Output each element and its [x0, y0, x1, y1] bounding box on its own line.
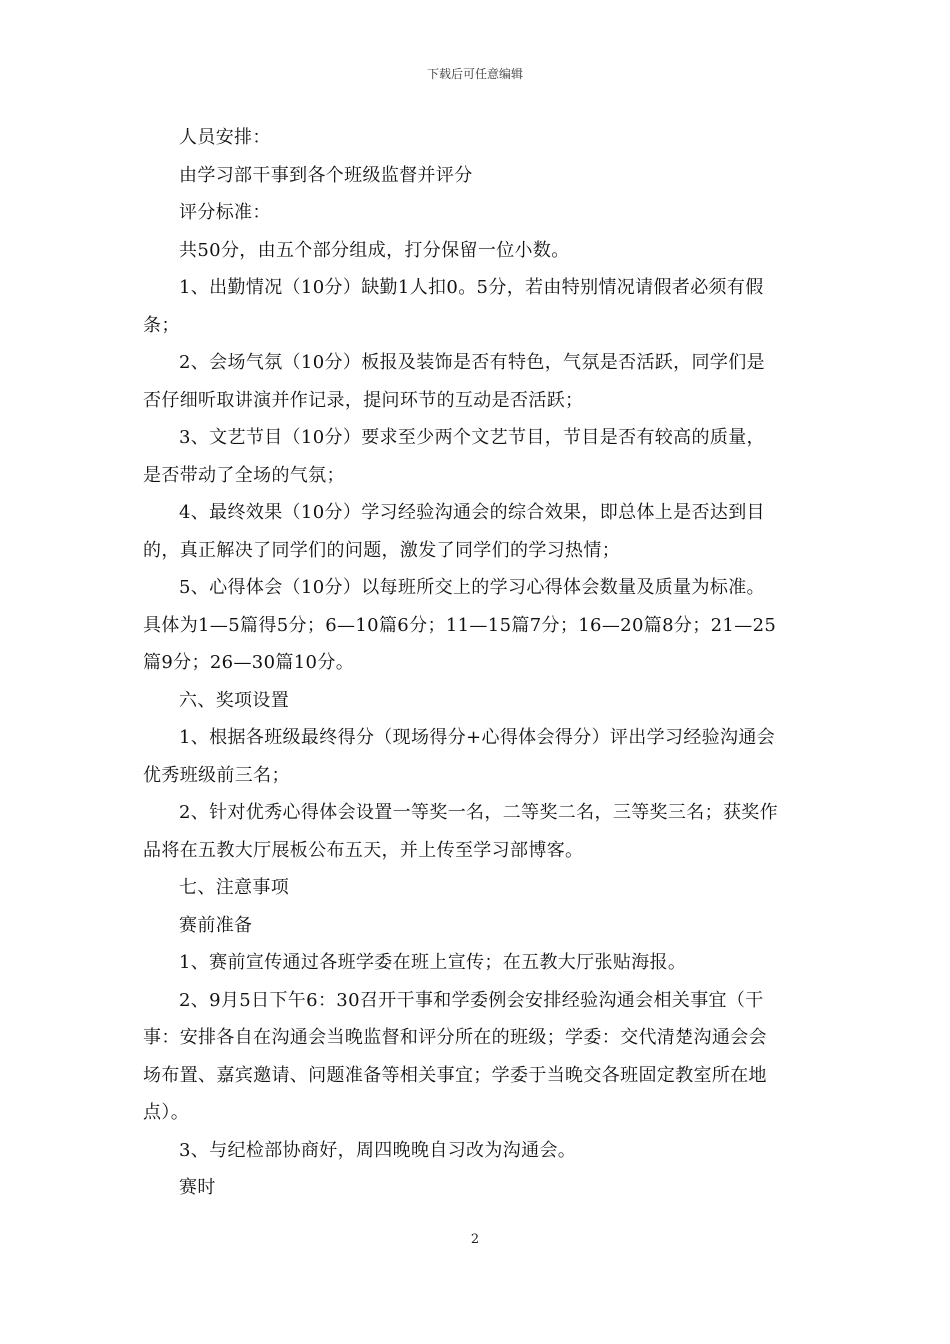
- text-line: 优秀班级前三名；: [143, 764, 290, 786]
- text-line: 共50分，由五个部分组成，打分保留一位小数。: [179, 239, 570, 261]
- page-number: 2: [470, 1232, 480, 1247]
- text-line: 3、与纪检部协商好，周四晚晚自习改为沟通会。: [179, 1139, 577, 1161]
- text-line: 2、会场气氛（10分）板报及装饰是否有特色，气氛是否活跃，同学们是: [179, 352, 765, 373]
- text-line: 人员安排：: [179, 127, 271, 148]
- subsection-heading: 赛时: [179, 1177, 216, 1198]
- section-heading: 六、奖项设置: [179, 689, 290, 711]
- text-line: 是否带动了全场的气氛；: [143, 464, 345, 486]
- subsection-heading: 赛前准备: [179, 914, 253, 936]
- text-line: 具体为1—5篇得5分；6—10篇6分；11—15篇7分；16—20篇8分；21—25: [143, 614, 777, 636]
- text-line: 3、文艺节目（10分）要求至少两个文艺节目，节目是否有较高的质量，: [179, 427, 765, 448]
- text-line: 场布置、嘉宾邀请、问题准备等相关事宜；学委于当晚交各班固定教室所在地: [143, 1064, 767, 1086]
- text-line: 事：安排各自在沟通会当晚监督和评分所在的班级；学委：交代清楚沟通会会: [143, 1027, 767, 1048]
- text-line: 1、根据各班级最终得分（现场得分+心得体会得分）评出学习经验沟通会: [179, 727, 776, 748]
- text-line: 1、出勤情况（10分）缺勤1人扣0。5分，若由特别情况请假者必须有假: [179, 277, 764, 298]
- text-line: 2、针对优秀心得体会设置一等奖一名，二等奖二名，三等奖三名；获奖作: [179, 802, 778, 823]
- document-body: [143, 119, 809, 1207]
- text-line: 品将在五教大厅展板公布五天，并上传至学习部博客。: [143, 839, 584, 861]
- text-line: 由学习部干事到各个班级监督并评分: [179, 164, 473, 186]
- text-line: 点）。: [143, 1102, 190, 1123]
- text-line: 1、赛前宣传通过各班学委在班上宣传；在五教大厅张贴海报。: [179, 952, 687, 973]
- text-line: 2、9月5日下午6：30召开干事和学委例会安排经验沟通会相关事宜（干: [179, 989, 764, 1011]
- text-line: 4、最终效果（10分）学习经验沟通会的综合效果，即总体上是否达到目: [179, 502, 765, 523]
- text-line: 5、心得体会（10分）以每班所交上的学习心得体会数量及质量为标准。: [179, 577, 765, 598]
- section-heading: 七、注意事项: [179, 877, 290, 898]
- text-line: 否仔细听取讲演并作记录，提问环节的互动是否活跃；: [143, 389, 584, 411]
- text-line: 条；: [143, 314, 180, 336]
- text-line: 的，真正解决了同学们的问题，激发了同学们的学习热情；: [143, 539, 621, 561]
- page-header: 下载后可任意编辑: [426, 67, 523, 81]
- text-line: 评分标准：: [179, 202, 271, 223]
- text-line: 篇9分；26—30篇10分。: [143, 652, 355, 673]
